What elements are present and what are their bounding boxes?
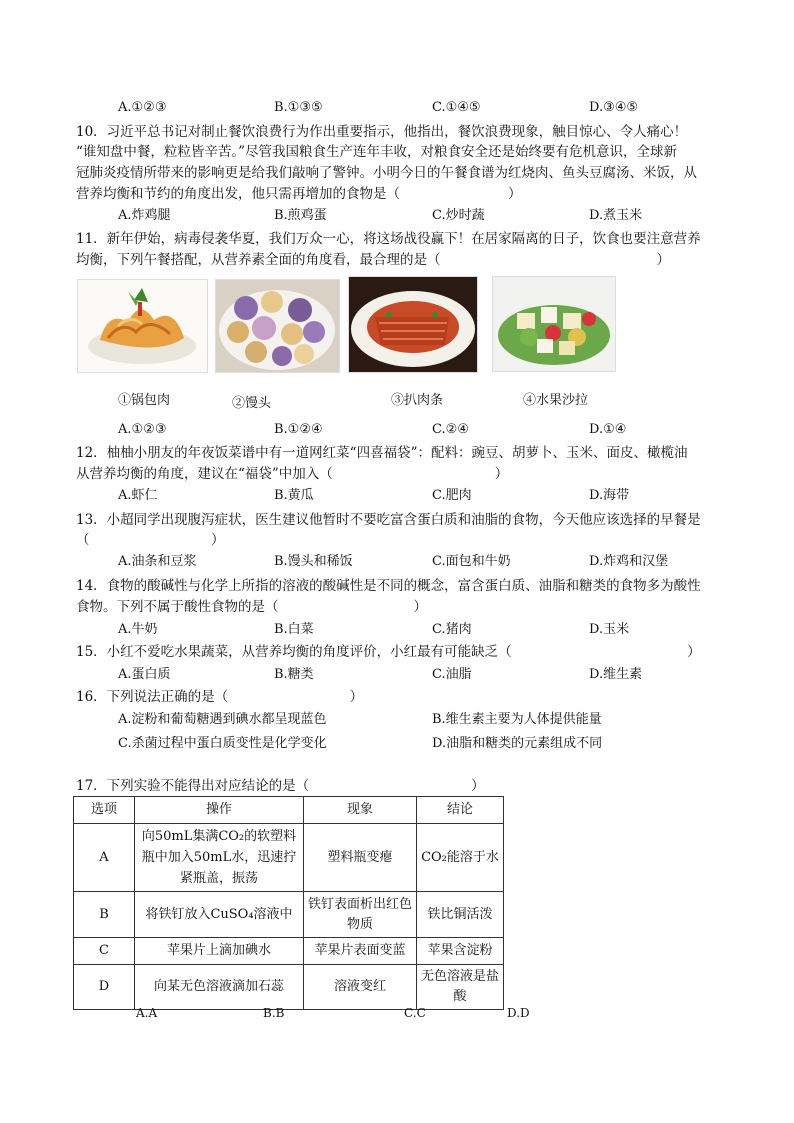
row-b-option: B (74, 892, 135, 938)
q13-option-c: C.面包和牛奶 (432, 554, 511, 569)
q11-stem-line1: 11．新年伊始，病毒侵袭华夏，我们万众一心，将这场战役赢下！在居家隔离的日子，饮食也要注意营养 (76, 231, 701, 247)
q11-option-c: C.②④ (432, 422, 469, 437)
q14-option-b: B.白菜 (274, 622, 314, 637)
header-phenomenon: 现象 (304, 797, 417, 824)
row-a-conclusion: CO₂能溶于水 (417, 824, 504, 892)
row-c-phenomenon: 苹果片表面变蓝 (304, 938, 417, 965)
q13-option-b: B.馒头和稀饭 (274, 554, 353, 569)
q17-option-c: C.C (404, 1006, 426, 1020)
q10-stem-line2: “谁知盘中餐，粒粒皆辛苦。”尽管我国粮食生产连年丰收，对粮食安全还是始终要有危机意识，全球新 (76, 144, 678, 160)
q16-option-d: D.油脂和糖类的元素组成不同 (432, 736, 603, 751)
q17-option-b: B.B (263, 1006, 285, 1020)
q11-option-a: A.①②③ (118, 422, 167, 437)
q13-stem-line2: （ ） (76, 532, 225, 548)
q12-option-a: A.虾仁 (118, 488, 158, 503)
q11-stem-line2: 均衡，下列午餐搭配，从营养素全面的角度看，最合理的是（ ） (76, 252, 670, 268)
header-operation: 操作 (135, 797, 304, 824)
row-c-option: C (74, 938, 135, 965)
q14-option-c: C.猪肉 (432, 622, 472, 637)
q14-stem-line2: 食物。下列不属于酸性食物的是（ ） (76, 599, 427, 615)
row-d-operation: 向某无色溶液滴加石蕊 (135, 965, 304, 1010)
table-row (74, 892, 504, 938)
row-b-conclusion: 铁比铜活泼 (417, 892, 504, 938)
q15-option-a: A.蛋白质 (118, 667, 171, 682)
row-c-conclusion: 苹果含淀粉 (417, 938, 504, 965)
table-row (74, 824, 504, 892)
row-d-phenomenon: 溶液变红 (304, 965, 417, 1010)
q16-stem-line1: 16．下列说法正确的是（ ） (76, 689, 364, 705)
guobaorou-photo (77, 279, 208, 373)
row-b-operation: 将铁钉放入CuSO₄溶液中 (135, 892, 304, 938)
q17-option-a: A.A (136, 1006, 158, 1020)
row-a-phenomenon: 塑料瓶变瘪 (304, 824, 417, 892)
q10-stem-line4: 营养均衡和节约的角度出发，他只需再增加的食物是（ ） (76, 186, 522, 202)
row-d-conclusion: 无色溶液是盐酸 (417, 965, 504, 1010)
row-d-option: D (74, 965, 135, 1010)
q11-option-d: D.①④ (589, 422, 627, 437)
q15-option-c: C.油脂 (432, 667, 472, 682)
q11-option-b: B.①②④ (274, 422, 323, 437)
caption-guobaorou: ①锅包肉 (118, 393, 171, 408)
q10-stem-line3: 冠肺炎疫情所带来的影响更是给我们敲响了警钟。小明今日的午餐食谱为红烧肉、鱼头豆腐汤、米饭，从 (76, 165, 697, 181)
q12-option-c: C.肥肉 (432, 488, 472, 503)
row-a-operation: 向50mL集满CO₂的软塑料瓶中加入50mL水，迅速拧紧瓶盖，振荡 (135, 824, 304, 892)
fruit-salad-photo (492, 276, 616, 372)
q17-stem-line1: 17．下列实验不能得出对应结论的是（ ） (76, 778, 485, 794)
q12-stem-line1: 12．柚柚小朋友的年夜饭菜谱中有一道网红菜“四喜福袋”：配料：豌豆、胡萝卜、玉米、面皮、橄榄油 (76, 445, 688, 461)
q9-option-a: A.①②③ (118, 100, 167, 115)
caption-fruit-salad: ④水果沙拉 (523, 393, 589, 408)
q12-option-b: B.黄瓜 (274, 488, 314, 503)
q15-option-d: D.维生素 (589, 667, 643, 682)
q14-option-a: A.牛奶 (118, 622, 158, 637)
q12-option-d: D.海带 (589, 488, 630, 503)
header-option: 选项 (74, 797, 135, 824)
q9-option-d: D.③④⑤ (589, 100, 639, 115)
experiment-table (73, 796, 504, 1010)
caption-mantou: ②馒头 (232, 396, 272, 411)
q16-option-b: B.维生素主要为人体提供能量 (432, 712, 602, 727)
q10-option-c: C.炒时蔬 (432, 208, 485, 223)
q12-stem-line2: 从营养均衡的角度，建议在“福袋”中加入（ ） (76, 466, 509, 482)
header-conclusion: 结论 (417, 797, 504, 824)
q9-option-c: C.①④⑤ (432, 100, 481, 115)
q15-option-b: B.糖类 (274, 667, 314, 682)
q10-option-b: B.煎鸡蛋 (274, 208, 327, 223)
q14-stem-line1: 14．食物的酸碱性与化学上所指的溶液的酸碱性是不同的概念，富含蛋白质、油脂和糖类的食物多为酸性 (76, 578, 701, 594)
q10-option-a: A.炸鸡腿 (118, 208, 171, 223)
q16-option-c: C.杀菌过程中蛋白质变性是化学变化 (118, 736, 327, 751)
q15-stem-line1: 15．小红不爱吃水果蔬菜，从营养均衡的角度评价，小红最有可能缺乏（ ） (76, 644, 701, 660)
parou-photo (348, 276, 478, 373)
q13-option-d: D.炸鸡和汉堡 (589, 554, 669, 569)
row-b-phenomenon: 铁钉表面析出红色物质 (304, 892, 417, 938)
row-c-operation: 苹果片上滴加碘水 (135, 938, 304, 965)
q13-stem-line1: 13．小超同学出现腹泻症状，医生建议他暂时不要吃富含蛋白质和油脂的食物，今天他应该选择的早餐是 (76, 512, 701, 528)
q10-option-d: D.煮玉米 (589, 208, 643, 223)
q9-option-b: B.①③⑤ (274, 100, 323, 115)
row-a-option: A (74, 824, 135, 892)
caption-parou: ③扒肉条 (391, 393, 444, 408)
table-row (74, 938, 504, 965)
mantou-photo (215, 279, 340, 373)
q10-stem-line1: 10．习近平总书记对制止餐饮浪费行为作出重要指示，他指出，餐饮浪费现象，触目惊心、令人痛心！ (76, 124, 688, 140)
table-header-row (74, 797, 504, 824)
q14-option-d: D.玉米 (589, 622, 630, 637)
q13-option-a: A.油条和豆浆 (118, 554, 197, 569)
q16-option-a: A.淀粉和葡萄糖遇到碘水都呈现蓝色 (118, 712, 327, 727)
q17-option-d: D.D (507, 1006, 530, 1020)
